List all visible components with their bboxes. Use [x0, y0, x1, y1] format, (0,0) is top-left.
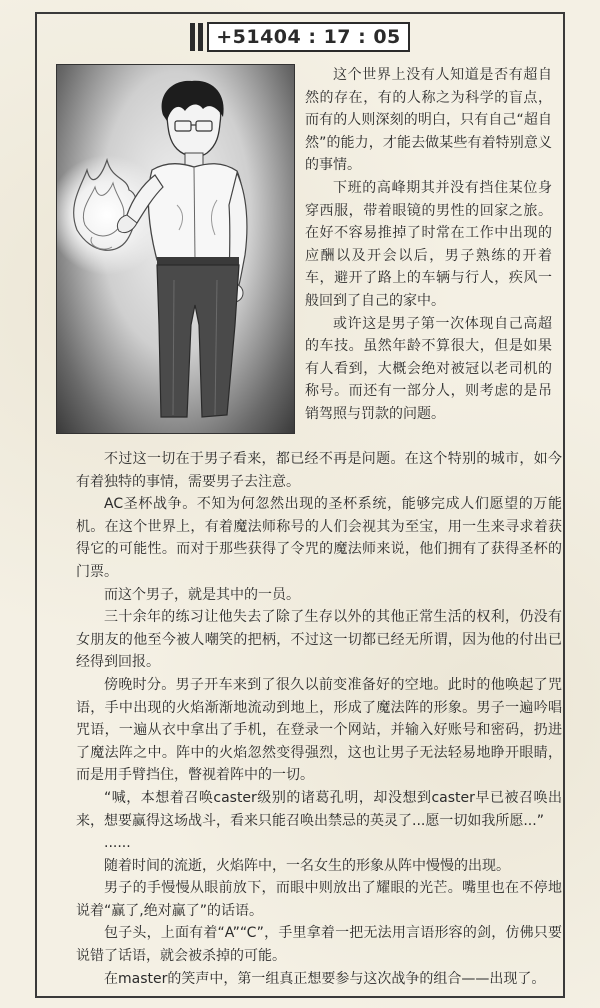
illustration-drawing — [57, 65, 295, 434]
pause-icon — [190, 23, 203, 51]
header — [37, 22, 563, 52]
paragraph: 在master的笑声中，第一组真正想要参与这次战争的组合——出现了。 — [104, 970, 546, 987]
paragraph: 或许这是男子第一次体现自己高超的车技。虽然年龄不算很大，但是如果有人看到，大概会绝对被冠以老司机的称号。而还有一部分人，则考虑的是吊销驾照与罚款的问题。 — [305, 315, 552, 422]
mage-with-fire-illustration — [56, 64, 295, 434]
paragraph: 而这个男子，就是其中的一员。 — [104, 586, 300, 603]
paragraph: 男子的手慢慢从眼前放下，而眼中则放出了耀眼的光芒。嘴里也在不停地说着“赢了,绝对赢了”的话语。 — [76, 880, 562, 919]
paragraph: ...... — [104, 835, 131, 852]
paragraph: 包子头，上面有着“A”“C”，手里拿着一把无法用言语形容的剑，仿佛只要说错了话语，就会被杀掉的可能。 — [76, 925, 562, 965]
paragraph: 傍晚时分。男子开车来到了很久以前变准备好的空地。此时的他唤起了咒语，手中出现的火焰渐渐地流动到地上，形成了魔法阵的形象。男子一遍吟唱咒语，一遍从衣中拿出了手机，在登录一个网站，并输入好账号和密码，扔进了魔法阵之中。阵中的火焰忽然变得强烈，这也让男子无法轻易地睁开眼睛，而是用手臂挡住，瞥视着阵中的一切。 — [76, 676, 562, 784]
paragraph: 三十余年的练习让他失去了除了生存以外的其他正常生活的权利，仍没有女朋友的他至今被人嘲笑的把柄，不过这一切都已经无所谓，因为他的付出已经得到回报。 — [76, 609, 562, 671]
paragraph: 随着时间的流逝，火焰阵中，一名女生的形象从阵中慢慢的出现。 — [104, 857, 510, 874]
time-counter: +51404 : 17 : 05 — [207, 22, 410, 52]
paragraph: AC圣杯战争。不知为何忽然出现的圣杯系统，能够完成人们愿望的万能机。在这个世界上，有着魔法师称号的人们会视其为至宝，用一生来寻求着获得它的可能性。而对于那些获得了令咒的魔法师来说，他们拥有了获得圣杯的门票。 — [76, 496, 562, 580]
paragraph: 不过这一切在于男子看来，都已经不再是问题。在这个特别的城市，如今有着独特的事情，需要男子去注意。 — [76, 451, 562, 490]
page-frame — [35, 12, 565, 998]
paragraph: 下班的高峰期其并没有挡住某位身穿西服，带着眼镜的男性的回家之旅。在好不容易推掉了时常在工作中出现的应酬以及开会以后，男子熟练的开着车，避开了路上的车辆与行人，疾风一般回到了自己的家中。 — [305, 179, 552, 309]
full-width-text — [76, 448, 562, 990]
paragraph: “喊，本想着召唤caster级别的诸葛孔明，却没想到caster早已被召唤出来，想要赢得这场战斗，看来只能召唤出禁忌的英灵了...愿一切如我所愿...” — [76, 789, 562, 829]
side-text-column — [305, 64, 552, 426]
paragraph: 这个世界上没有人知道是否有超自然的存在，有的人称之为科学的盲点，而有的人则深刻的明白，只有自己“超自然”的能力，才能去做某些有着特别意义的事情。 — [305, 67, 552, 174]
